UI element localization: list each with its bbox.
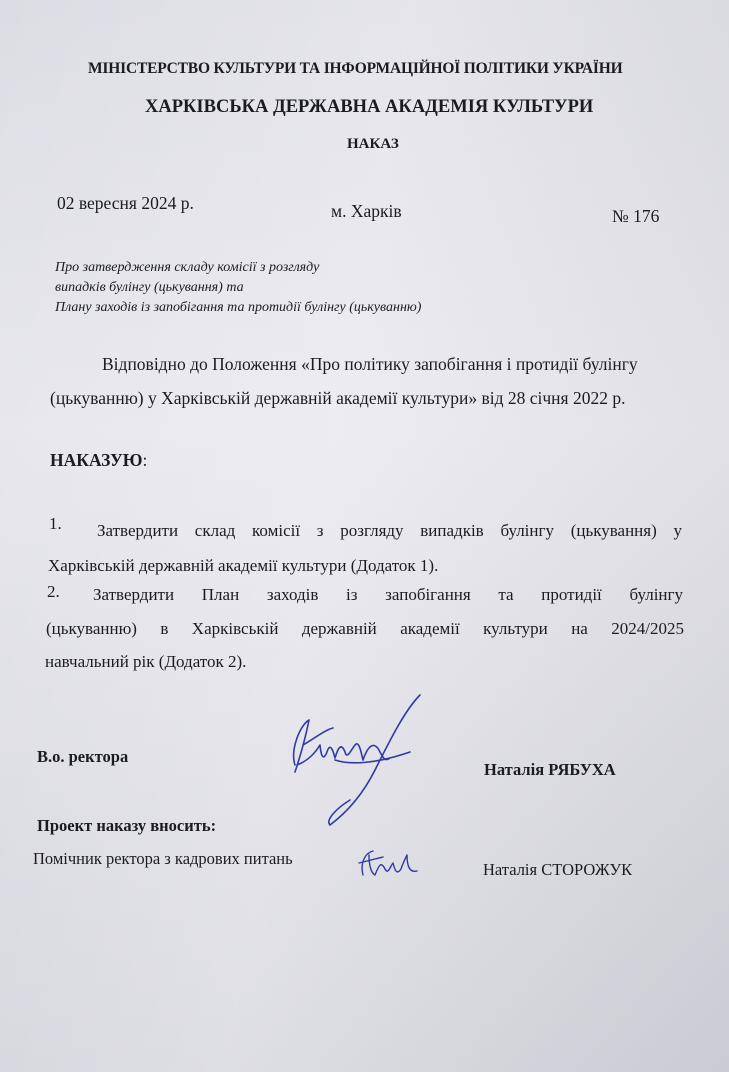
submitter-name: Наталія СТОРОЖУК xyxy=(483,860,633,879)
signatory-title: В.о. ректора xyxy=(37,747,129,766)
item-1-line-1: Затвердити склад комісії з розгляду випадків булінгу (цькування) у xyxy=(97,521,682,540)
item-2-line-1: Затвердити План заходів із запобігання та протидії булінгу xyxy=(93,585,683,604)
submitter-position: Помічник ректора з кадрових питань xyxy=(33,849,293,868)
item-1-number: 1. xyxy=(49,514,62,533)
order-city: м. Харків xyxy=(331,201,402,221)
ministry-heading: МІНІСТЕРСТВО КУЛЬТУРИ ТА ІНФОРМАЦІЙНОЇ ПОЛІТИКИ УКРАЇНИ xyxy=(88,60,623,77)
subject-line-2: випадків булінгу (цькування) та xyxy=(55,280,244,295)
document-type: НАКАЗ xyxy=(347,136,399,152)
submitted-heading: Проект наказу вносить: xyxy=(37,816,217,835)
rector-signature xyxy=(275,690,425,830)
preamble-line-1: Відповідно до Положення «Про політику запобігання і протидії булінгу xyxy=(102,354,638,374)
preamble-line-2: (цькуванню) у Харківській державній академії культури» від 28 січня 2022 р. xyxy=(50,388,626,408)
academy-heading: ХАРКІВСЬКА ДЕРЖАВНА АКАДЕМІЯ КУЛЬТУРИ xyxy=(145,97,594,117)
subject-line-1: Про затвердження складу комісії з розгляду xyxy=(55,260,320,275)
order-heading xyxy=(50,450,147,471)
item-2-line-2: (цькуванню) в Харківській державній академії культури на 2024/2025 xyxy=(46,619,684,638)
item-2-line-3: навчальний рік (Додаток 2). xyxy=(45,652,247,671)
item-2-number: 2. xyxy=(47,582,60,601)
order-number: № 176 xyxy=(612,206,660,226)
submitter-signature xyxy=(355,845,425,885)
signatory-name: Наталія РЯБУХА xyxy=(484,760,616,779)
order-colon: : xyxy=(142,450,148,470)
item-1-line-2: Харківській державній академії культури (Додаток 1). xyxy=(48,556,439,575)
order-date: 02 вересня 2024 р. xyxy=(57,193,194,213)
subject-line-3: Плану заходів із запобігання та протидії булінгу (цькуванню) xyxy=(55,300,422,315)
order-word: НАКАЗУЮ xyxy=(50,450,143,470)
